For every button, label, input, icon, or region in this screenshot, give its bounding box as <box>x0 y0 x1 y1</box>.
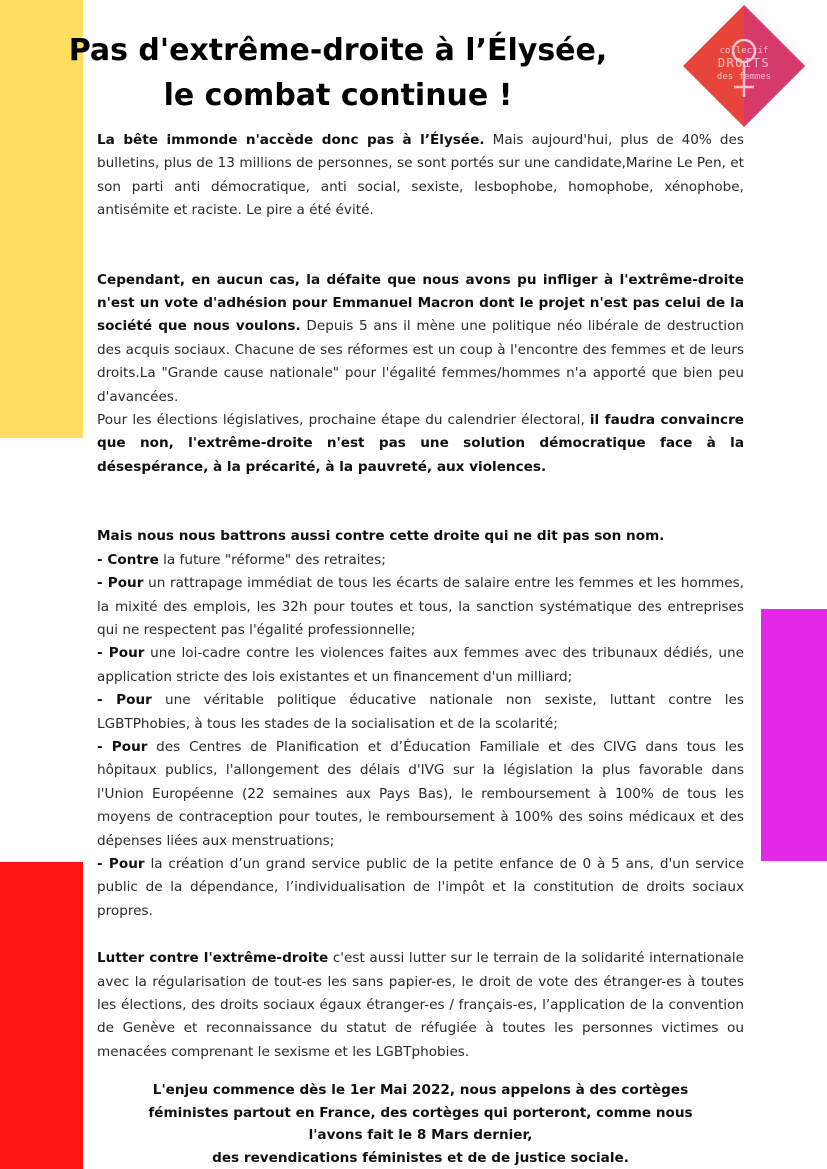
paragraph-legislatives <box>97 409 744 479</box>
paragraph-legislatives-text: Pour les élections législatives, prochaine étape du calendrier électoral, <box>97 412 590 429</box>
paragraph-solidarity-lead: Lutter contre l'extrême-droite <box>97 950 329 967</box>
logo-line-1: collectif <box>719 46 769 56</box>
paragraph-solidarity <box>97 947 744 1064</box>
red-decor-bar <box>0 862 83 1169</box>
demand-item: - Pour une véritable politique éducative nationale non sexiste, luttant contre les LGBTPhobies, à tous les stades de la socialisation et de la scolarité; <box>97 692 745 732</box>
paragraph-intro-text: Mais aujourd'hui, plus de 40% des bulletins, plus de 13 millions de personnes, se sont portés sur une candidate,Marine Le Pen, et son parti anti démocratique, anti social, sexiste, lesbophobe, homophobe, xénophobe, antisémite et raciste. Le pire a été évité. <box>97 132 745 219</box>
demand-item: - Pour un rattrapage immédiat de tous les écarts de salaire entre les femmes et les hommes, la mixité des emplois, les 32h pour toutes et tous, la sanction systématique des entreprises qui ne respectent pas l'égalité professionnelle; <box>97 575 745 638</box>
paragraph-solidarity-text: c'est aussi lutter sur le terrain de la solidarité internationale avec la régularisation de tout-es les sans papier-es, le droit de vote des étranger-es à toutes les élections, des droits sociaux égaux étranger-es / français-es, l’application de la convention de Genève et reconnaissance du statut de réfugiée à toutes les personnes victimes ou menacées comprenant le sexisme et les LGBTphobies. <box>97 950 744 1060</box>
demand-item: - Pour des Centres de Planification et d’Éducation Familiale et des CIVG dans tous les hôpitaux publics, l'allongement des délais d'IVG sur la législation la plus favorable dans l'Union Européenne (22 semaines aux Pays Bas), le remboursement à 100% de tous les moyens de contraception pour toutes, le remboursement à 100% des soins médicaux et des dépenses liées aux menstruations; <box>97 738 744 849</box>
demand-item: - Contre la future "réforme" des retraites; <box>97 551 386 568</box>
demands-intro: Mais nous nous battrons aussi contre cette droite qui ne dit pas son nom. <box>97 528 665 545</box>
call-to-action <box>97 1079 744 1169</box>
call-to-action-line-4: des revendications féministes et de de justice sociale. <box>212 1149 629 1166</box>
paragraph-intro-lead: La bête immonde n'accède donc pas à l’Élysée. <box>97 132 485 148</box>
title-line-1: Pas d'extrême-droite à l’Élysée, <box>68 33 608 68</box>
demand-item: - Pour la création d’un grand service public de la petite enfance de 0 à 5 ans, d'un service public de la dépendance, l’individualisation de l'impôt et la constitution de droits sociaux propres. <box>97 855 744 919</box>
call-to-action-line-1: L'enjeu commence dès le 1er Mai 2022, nous appelons à des cortèges <box>152 1082 689 1098</box>
paragraph-intro <box>97 129 744 223</box>
paragraph-macron-text: Depuis 5 ans il mène une politique néo libérale de destruction des acquis sociaux. Chacune de ses réformes est un coup à l'encontre des femmes et de leurs droits.La "Grande cause nationale" pour l'égalité femmes/hommes n'a apporté que bien peu d'avancées. <box>97 318 744 405</box>
page-title <box>28 28 648 118</box>
collectif-droits-des-femmes-logo <box>683 5 805 127</box>
demand-item: - Pour une loi-cadre contre les violences faites aux femmes avec des tribunaux dédiés, une application stricte des lois existantes et un financement d'un milliard; <box>97 645 745 685</box>
article-body <box>97 129 744 1064</box>
logo-line-3: des femmes <box>716 72 772 82</box>
logo-line-2: DROITS <box>717 56 771 70</box>
magenta-decor-bar <box>761 609 827 861</box>
paragraph-macron <box>97 269 744 409</box>
paragraph-legislatives-bold: il faudra convaincre que non, l'extrême-droite n'est pas une solution démocratique face à la désespérance, à la précarité, à la pauvreté, aux violences. <box>97 412 744 475</box>
call-to-action-line-2: féministes partout en France, des cortèges qui porteront, comme nous <box>148 1104 693 1121</box>
paragraph-macron-lead: Cependant, en aucun cas, la défaite que nous avons pu infliger à l'extrême-droite n'est un vote d'adhésion pour Emmanuel Macron dont le projet n'est pas celui de la société que nous voulons. <box>97 271 744 335</box>
title-line-2: le combat continue ! <box>163 78 513 113</box>
call-to-action-line-3: l'avons fait le 8 Mars dernier, <box>308 1127 533 1143</box>
